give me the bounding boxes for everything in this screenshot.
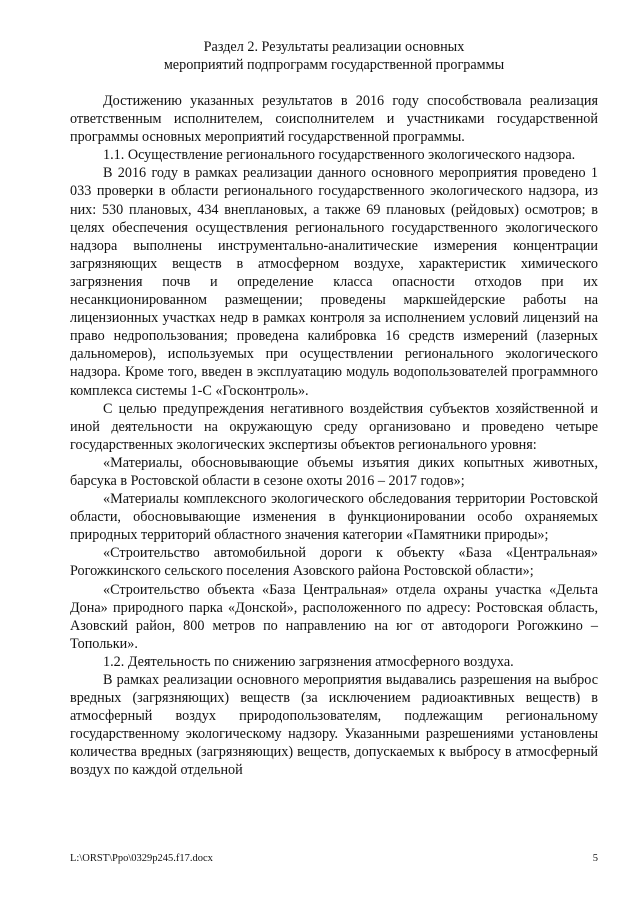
paragraph-item-1-1: 1.1. Осуществление регионального государственного экологического надзора. bbox=[103, 147, 576, 164]
paragraph-inspections: В 2016 году в рамках реализации данного основного мероприятия проведено 1 033 проверки в области регионального государственного экологического надзора, из них: 530 плановых, 434 внеплановых, а также 69 плановых (рейдовых) осмотров; в целях обеспечения осуществления регионального государственного экологического надзора выполнены инструментально-аналитические измерения концентрации загрязняющих веществ в атмосферном воздухе, характеристик химического загрязнения почв и определение класса опасности отходов при их несанкционированном размещении; проведены маркшейдерские работы на лицензионных участках недр в рамках контроля за исполнением условий лицензий на право недропользования; проведена калибровка 16 средств измерений (лазерных дальномеров), используемых при осуществлении регионального экологического надзора. Кроме того, введен в эксплуатацию модуль водопользователей программного комплекса системы 1-С «Госконтроль». bbox=[70, 165, 598, 399]
section-heading bbox=[70, 38, 598, 74]
document-body bbox=[70, 92, 598, 780]
paragraph-emissions: В рамках реализации основного мероприятия выдавались разрешения на выброс вредных (загрязняющих) веществ (за исключением радиоактивных веществ) в атмосферный воздух природопользователям, подлежащим региональному государственному экологическому надзору. Указанными разрешениями установлены количества вредных (загрязняющих) веществ, допускаемых к выбросу в атмосферный воздух по каждой отдельной bbox=[70, 672, 598, 779]
paragraph-expertise-1: «Материалы, обосновывающие объемы изъятия диких копытных животных, барсука в Ростовской области в сезоне охоты 2016 – 2017 годов»; bbox=[70, 454, 598, 489]
footer-page-number: 5 bbox=[592, 853, 598, 864]
paragraph-expertise-intro: С целью предупреждения негативного воздействия субъектов хозяйственной и иной деятельности на окружающую среду организовано и проведено четыре государственных экологических экспертизы объектов регионального уровня: bbox=[70, 400, 598, 453]
section-heading-line-2: мероприятий подпрограмм государственной программы bbox=[163, 57, 505, 73]
paragraph-expertise-4: «Строительство объекта «База Центральная» отдела охраны участка «Дельта Дона» природного парка «Донской», расположенного по адресу: Ростовская область, Азовский район, 800 метров по направлению на юг от автодороги Рогожкино – Топольки». bbox=[70, 581, 598, 652]
paragraph-intro: Достижению указанных результатов в 2016 году способствовала реализация ответственным исполнителем, соисполнителем и участниками государственной программы основных мероприятий государственной программы. bbox=[70, 93, 598, 146]
paragraph-expertise-3: «Строительство автомобильной дороги к объекту «База «Центральная» Рогожкинского сельского поселения Азовского района Ростовской области»; bbox=[70, 545, 598, 580]
footer-file-path: L:\ORST\Ppo\0329p245.f17.docx bbox=[70, 853, 213, 864]
paragraph-item-1-2: 1.2. Деятельность по снижению загрязнения атмосферного воздуха. bbox=[103, 653, 514, 670]
section-heading-line-1: Раздел 2. Результаты реализации основных bbox=[203, 39, 465, 55]
paragraph-expertise-2: «Материалы комплексного экологического обследования территории Ростовской области, обосновывающие изменения в функционировании особо охраняемых природных территорий областного значения категории «Памятники природы»; bbox=[70, 491, 598, 544]
